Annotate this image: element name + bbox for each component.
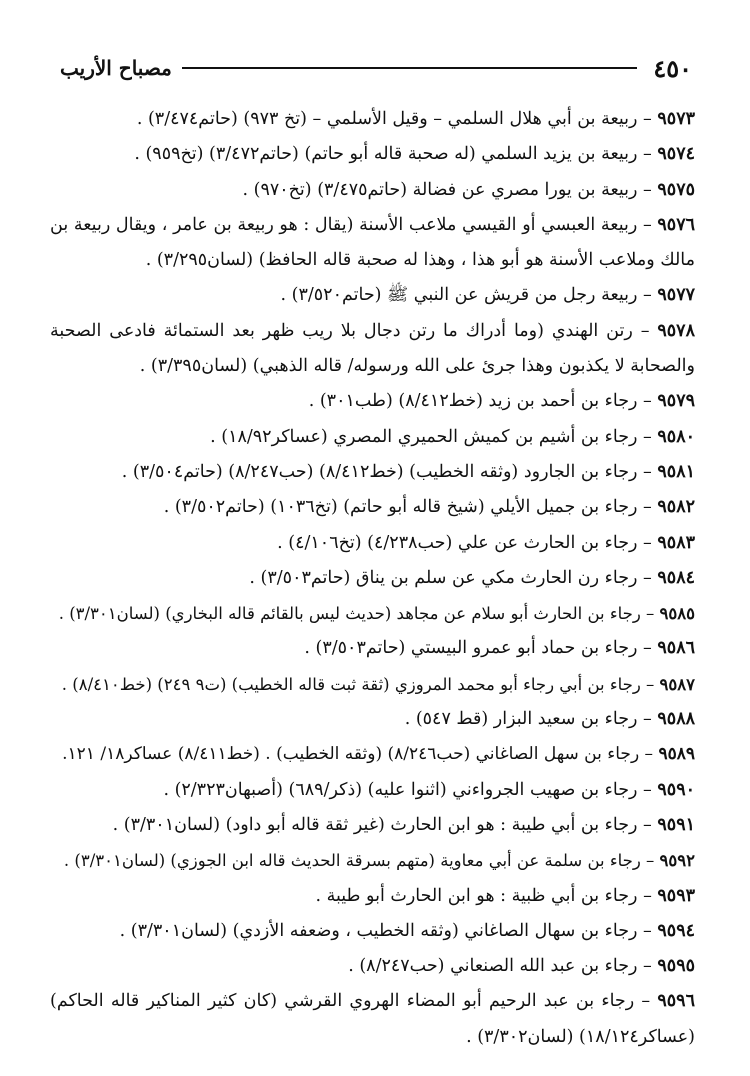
entry-text: – رجاء رن الحارث مكي عن سلم بن يناق (حاتم٣/٥٠٣) .: [249, 567, 652, 588]
entry-text: – ربيعة رجل من قريش عن النبي ﷺ (حاتم٣/٥٢٠) .: [280, 285, 652, 306]
entry-text: – رجاء بن الجارود (وثقه الخطيب) (خط٨/٤١٢) (حب٨/٢٤٧) (حاتم٣/٥٠٤) .: [121, 461, 652, 482]
entry-number: ٩٥٨٤: [657, 567, 695, 588]
entry-number: ٩٥٨٣: [657, 532, 695, 553]
page-number: ٤٥٠: [653, 53, 692, 83]
entry-text: – ربيعة بن يزيد السلمي (له صحبة قاله أبو حاتم) (حاتم٣/٤٧٢) (تخ٩٥٩) .: [134, 144, 652, 165]
entry-9593: [50, 879, 695, 914]
entry-9577: [50, 278, 695, 313]
entry-9594: [50, 914, 695, 949]
entry-text: – رجاء بن أشيم بن كميش الحميري المصري (عساكر١٨/٩٢) .: [210, 426, 652, 447]
entry-9583: [50, 526, 695, 561]
entry-9588: [50, 702, 695, 737]
entry-text: – رجاء بن الحارث أبو سلام عن مجاهد (حديث ليس بالقائم قاله البخاري) (لسان٣/٣٠١) .: [58, 604, 655, 624]
entry-number: ٩٥٨٦: [657, 638, 695, 659]
entry-text: – ربيعة بن يورا مصري عن فضالة (حاتم٣/٤٧٥) (تخ٩٧٠) .: [242, 179, 652, 200]
entry-text: – رجاء بن صهيب الجرواءني (اثنوا عليه) (ذكر/٦٨٩) (أصبهان٢/٣٢٣) .: [163, 779, 652, 800]
entry-9584: [50, 561, 695, 596]
entry-list: [50, 102, 695, 1055]
entry-number: ٩٥٩٢: [659, 851, 695, 871]
entry-9581: [50, 455, 695, 490]
entry-9590: [50, 773, 695, 808]
entry-9582: [50, 490, 695, 525]
entry-text: – رجاء بن أبي ظبية : هو ابن الحارث أبو طيبة .: [315, 885, 652, 906]
entry-9578: [50, 314, 695, 385]
entry-number: ٩٥٨٠: [657, 426, 695, 447]
entry-text: – رجاء بن حماد أبو عمرو البيستي (حاتم٣/٥٠٣) .: [304, 638, 652, 659]
entry-text: – رجاء بن سهال الصاغاني (وثقه الخطيب ، وضعفه الأزدي) (لسان٣/٣٠١) .: [119, 920, 652, 941]
entry-text: – رجاء بن جميل الأيلي (شيخ قاله أبو حاتم) (تخ١٠٣٦) (حاتم٣/٥٠٢) .: [163, 497, 652, 518]
entry-number: ٩٥٧٦: [657, 214, 695, 235]
entry-9579: [50, 384, 695, 419]
entry-number: ٩٥٩١: [657, 814, 695, 835]
entry-9580: [50, 420, 695, 455]
entry-number: ٩٥٩٣: [657, 885, 695, 906]
entry-number: ٩٥٧٩: [657, 391, 695, 412]
entry-number: ٩٥٨٧: [659, 674, 695, 694]
entry-9586: [50, 631, 695, 666]
entry-9575: [50, 173, 695, 208]
entry-9592: [50, 843, 695, 878]
entry-text: – رجاء بن الحارث عن علي (حب٤/٢٣٨) (تخ٤/١٠٦) .: [277, 532, 652, 553]
entry-text: – رجاء بن عبد الله الصنعاني (حب٨/٢٤٧) .: [348, 956, 652, 977]
book-title: مصباح الأريب: [60, 56, 172, 80]
page-header: [60, 48, 692, 88]
entry-number: ٩٥٧٧: [657, 285, 695, 306]
entry-text: – ربيعة بن أبي هلال السلمي – وقيل الأسلمي – (تخ ٩٧٣) (حاتم٣/٤٧٤) .: [136, 109, 652, 129]
entry-text: – ربيعة العبسي أو القيسي ملاعب الأسنة (يقال : هو ربيعة بن عامر ، ويقال ربيعة بن مالك وملاعب الأسنة هو أبو هذا ، وهذا له صحبة قاله الحافظ) (لسان٣/٢٩٥) .: [50, 214, 695, 271]
entry-number: ٩٥٩٦: [657, 991, 695, 1012]
entry-number: ٩٥٨٢: [657, 497, 695, 518]
entry-9591: [50, 808, 695, 843]
entry-text: – رجاء بن سهل الصاغاني (حب٨/٢٤٦) (وثقه الخطيب) . (خط٨/٤١١) عساكر١٨/ ١٢١.: [62, 744, 654, 765]
entry-number: ٩٥٧٥: [657, 179, 695, 200]
header-divider: [182, 67, 637, 69]
entry-number: ٩٥٨٩: [658, 744, 695, 765]
entry-text: – رجاء بن أبي رجاء أبو محمد المروزي (ثقة ثبت قاله الخطيب) (ت٩ ٢٤٩) (خط٨/٤١٠) .: [61, 674, 655, 694]
entry-text: – رجاء بن سعيد البزار (قط ٥٤٧) .: [404, 709, 652, 730]
entry-number: ٩٥٨٥: [659, 604, 695, 624]
entry-number: ٩٥٨١: [657, 461, 695, 482]
entry-number: ٩٥٨٨: [657, 709, 695, 730]
entry-9585: [50, 596, 695, 631]
entry-text: – رجاء بن سلمة عن أبي معاوية (متهم بسرقة الحديث قاله ابن الجوزي) (لسان٣/٣٠١) .: [63, 851, 655, 871]
entry-9574: [50, 137, 695, 172]
entry-number: ٩٥٩٤: [657, 920, 695, 941]
entry-9589: [50, 737, 695, 772]
entry-text: – رجاء بن أبي طيبة : هو ابن الحارث (غير ثقة قاله أبو داود) (لسان٣/٣٠١) .: [112, 814, 652, 835]
entry-number: ٩٥٧٣: [657, 109, 695, 129]
entry-number: ٩٥٩٠: [657, 779, 695, 800]
entry-9587: [50, 667, 695, 702]
entry-9596: [50, 984, 695, 1055]
entry-number: ٩٥٧٨: [657, 320, 695, 341]
entry-number: ٩٥٧٤: [657, 144, 695, 165]
entry-text: – رجاء بن عبد الرحيم أبو المضاء الهروي القرشي (كان كثير المناكير قاله الحاكم) (عساكر١٨/١٢٤) (لسان٣/٣٠٢) .: [50, 991, 695, 1047]
entry-9576: [50, 208, 695, 279]
entry-number: ٩٥٩٥: [657, 956, 695, 977]
entry-9573: [50, 102, 695, 137]
entry-9595: [50, 949, 695, 984]
entry-text: – رجاء بن أحمد بن زيد (خط٨/٤١٢) (طب٣٠١) .: [308, 391, 652, 412]
entry-text: – رتن الهندي (وما أدراك ما رتن دجال بلا ريب ظهر بعد الستمائة فادعى الصحبة والصحابة لا يكذبون وهذا جرئ على الله ورسوله/ قاله الذهبي) (لسان٣/٣٩٥) .: [50, 320, 695, 377]
